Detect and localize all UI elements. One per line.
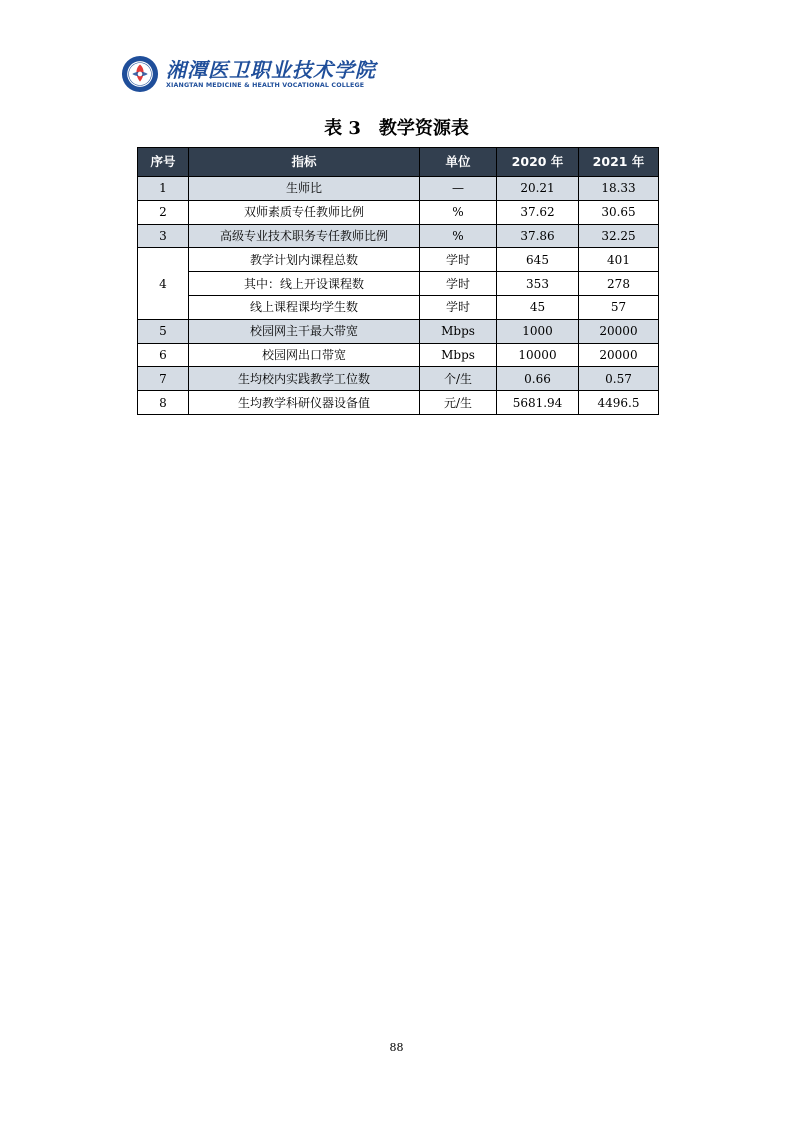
row-no-merged: 4 (138, 248, 189, 319)
school-name-cn: 湘潭医卫职业技术学院 (166, 58, 376, 82)
row-no: 7 (138, 367, 189, 391)
col-header-2021: 2021 年 (579, 148, 659, 177)
row-indicator: 生均教学科研仪器设备值 (189, 391, 420, 415)
row-no: 6 (138, 343, 189, 367)
table-row (138, 200, 659, 224)
row-indicator: 校园网主干最大带宽 (189, 319, 420, 343)
row-2020: 37.62 (497, 200, 579, 224)
row-2021: 20000 (579, 319, 659, 343)
row-no: 1 (138, 177, 189, 201)
row-2020: 10000 (497, 343, 579, 367)
table-row (138, 319, 659, 343)
row-2020: 20.21 (497, 177, 579, 201)
row-2021: 278 (579, 272, 659, 296)
col-header-indicator: 指标 (189, 148, 420, 177)
row-unit: — (420, 177, 497, 201)
row-2021: 0.57 (579, 367, 659, 391)
row-indicator: 高级专业技术职务专任教师比例 (189, 224, 420, 248)
page-number: 88 (389, 1041, 404, 1054)
row-2021: 401 (579, 248, 659, 272)
table-row (138, 343, 659, 367)
row-indicator: 线上课程课均学生数 (189, 295, 420, 319)
table-row (138, 295, 659, 319)
row-unit: Mbps (420, 319, 497, 343)
row-no: 5 (138, 319, 189, 343)
col-header-unit: 单位 (420, 148, 497, 177)
table-row (138, 367, 659, 391)
table-row (138, 177, 659, 201)
table-row (138, 391, 659, 415)
col-header-2020: 2020 年 (497, 148, 579, 177)
table-title: 表 3 教学资源表 (324, 118, 469, 139)
row-no: 2 (138, 200, 189, 224)
table-row (138, 248, 659, 272)
row-2021: 4496.5 (579, 391, 659, 415)
row-unit: Mbps (420, 343, 497, 367)
row-unit: 个/生 (420, 367, 497, 391)
row-no: 3 (138, 224, 189, 248)
row-2021: 57 (579, 295, 659, 319)
col-header-no: 序号 (138, 148, 189, 177)
row-indicator: 生师比 (189, 177, 420, 201)
row-unit: 学时 (420, 295, 497, 319)
row-2021: 18.33 (579, 177, 659, 201)
row-unit: % (420, 200, 497, 224)
table-row (138, 224, 659, 248)
school-name-en: XIANGTAN MEDICINE & HEALTH VOCATIONAL COLLEGE (166, 82, 365, 89)
row-indicator: 生均校内实践教学工位数 (189, 367, 420, 391)
row-2020: 1000 (497, 319, 579, 343)
row-2021: 20000 (579, 343, 659, 367)
row-indicator: 校园网出口带宽 (189, 343, 420, 367)
row-2020: 5681.94 (497, 391, 579, 415)
row-2021: 32.25 (579, 224, 659, 248)
row-2020: 353 (497, 272, 579, 296)
row-no: 8 (138, 391, 189, 415)
row-indicator: 其中：线上开设课程数 (189, 272, 420, 296)
teaching-resources-table (137, 147, 659, 415)
row-unit: 学时 (420, 272, 497, 296)
row-2020: 37.86 (497, 224, 579, 248)
row-unit: % (420, 224, 497, 248)
row-unit: 学时 (420, 248, 497, 272)
row-2020: 0.66 (497, 367, 579, 391)
row-2020: 45 (497, 295, 579, 319)
page-header (121, 52, 376, 96)
table-row (138, 272, 659, 296)
row-indicator: 双师素质专任教师比例 (189, 200, 420, 224)
row-indicator: 教学计划内课程总数 (189, 248, 420, 272)
college-logo (121, 55, 159, 93)
table-header-row (138, 148, 659, 177)
row-2020: 645 (497, 248, 579, 272)
row-unit: 元/生 (420, 391, 497, 415)
row-2021: 30.65 (579, 200, 659, 224)
